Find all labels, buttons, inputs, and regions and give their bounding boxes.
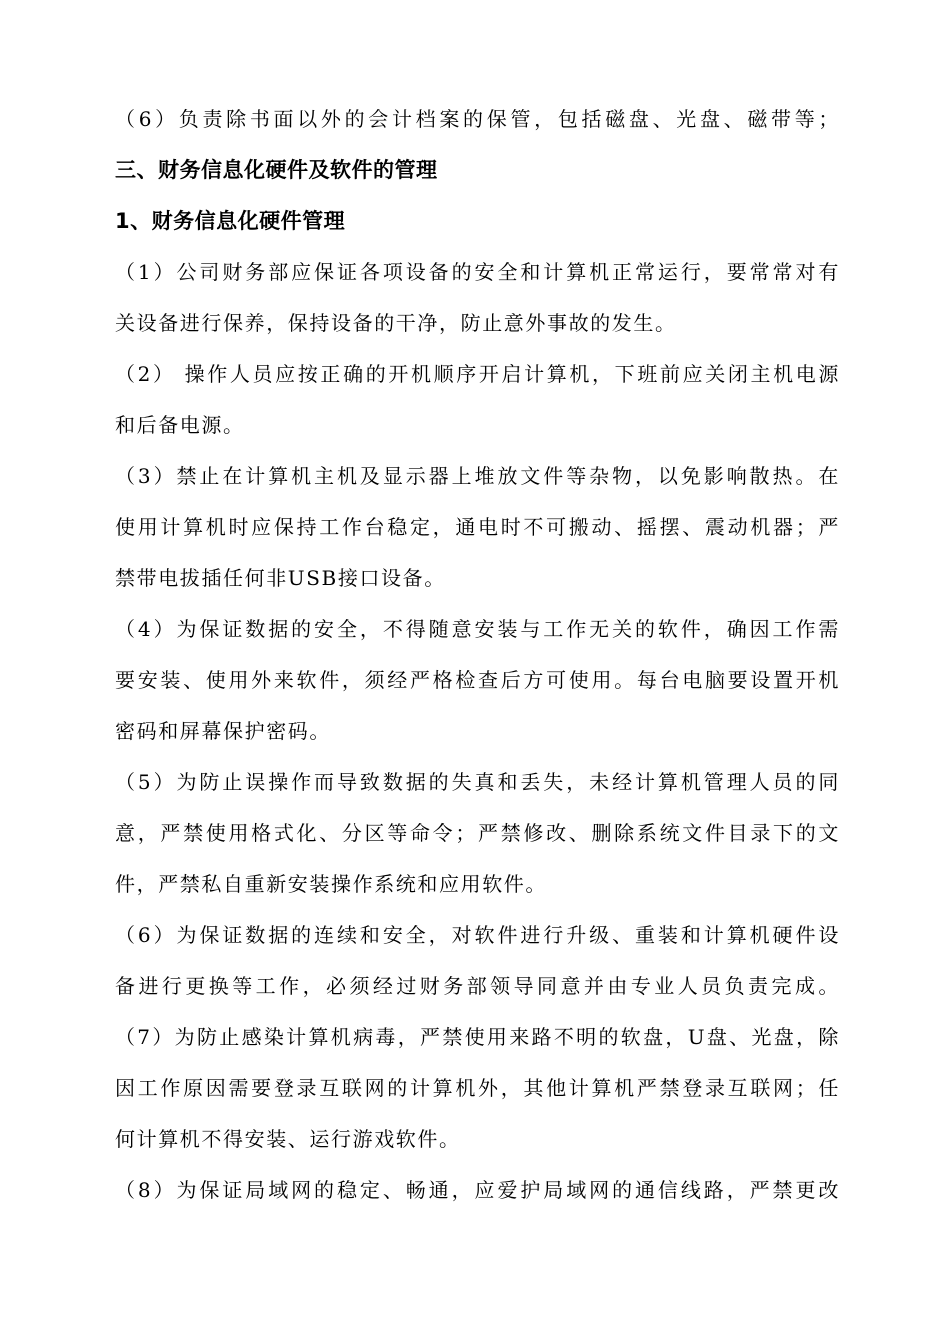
- paragraph-line: （3）禁止在计算机主机及显示器上堆放文件等杂物，以免影响散热。在: [115, 464, 840, 488]
- paragraph-line: 件，严禁私自重新安装操作系统和应用软件。: [115, 872, 547, 896]
- paragraph-line: 备进行更换等工作，必须经过财务部领导同意并由专业人员负责完成。: [115, 974, 840, 998]
- paragraph-line: 意，严禁使用格式化、分区等命令；严禁修改、删除系统文件目录下的文: [115, 821, 840, 845]
- paragraph-line: （2） 操作人员应按正确的开机顺序开启计算机，下班前应关闭主机电源: [115, 362, 840, 386]
- paragraph-line: 密码和屏幕保护密码。: [115, 719, 331, 743]
- paragraph-line: 和后备电源。: [115, 413, 245, 437]
- paragraph-line: 使用计算机时应保持工作台稳定，通电时不可搬动、摇摆、震动机器；严: [115, 515, 840, 539]
- paragraph-line: 因工作原因需要登录互联网的计算机外，其他计算机严禁登录互联网；任: [115, 1076, 840, 1100]
- paragraph-line: （1）公司财务部应保证各项设备的安全和计算机正常运行，要常常对有: [115, 260, 840, 284]
- paragraph-line: （6）为保证数据的连续和安全，对软件进行升级、重装和计算机硬件设: [115, 923, 840, 947]
- paragraph-line: 要安装、使用外来软件，须经严格检查后方可使用。每台电脑要设置开机: [115, 668, 840, 692]
- paragraph-line: 何计算机不得安装、运行游戏软件。: [115, 1127, 461, 1151]
- paragraph-line: 关设备进行保养，保持设备的干净，防止意外事故的发生。: [115, 311, 677, 335]
- paragraph-line: （7）为防止感染计算机病毒，严禁使用来路不明的软盘，U盘、光盘，除: [115, 1025, 840, 1049]
- paragraph-line: （8）为保证局域网的稳定、畅通，应爱护局域网的通信线路，严禁更改: [115, 1178, 840, 1202]
- paragraph-line: （6）负责除书面以外的会计档案的保管，包括磁盘、光盘、磁带等；: [115, 107, 840, 131]
- paragraph-line: 禁带电拔插任何非USB接口设备。: [115, 566, 446, 590]
- paragraph-line: （4）为保证数据的安全，不得随意安装与工作无关的软件，确因工作需: [115, 617, 840, 641]
- section-heading: 三、财务信息化硬件及软件的管理: [115, 158, 438, 182]
- subsection-heading: 1、财务信息化硬件管理: [115, 209, 346, 233]
- paragraph-line: （5）为防止误操作而导致数据的失真和丢失，未经计算机管理人员的同: [115, 770, 840, 794]
